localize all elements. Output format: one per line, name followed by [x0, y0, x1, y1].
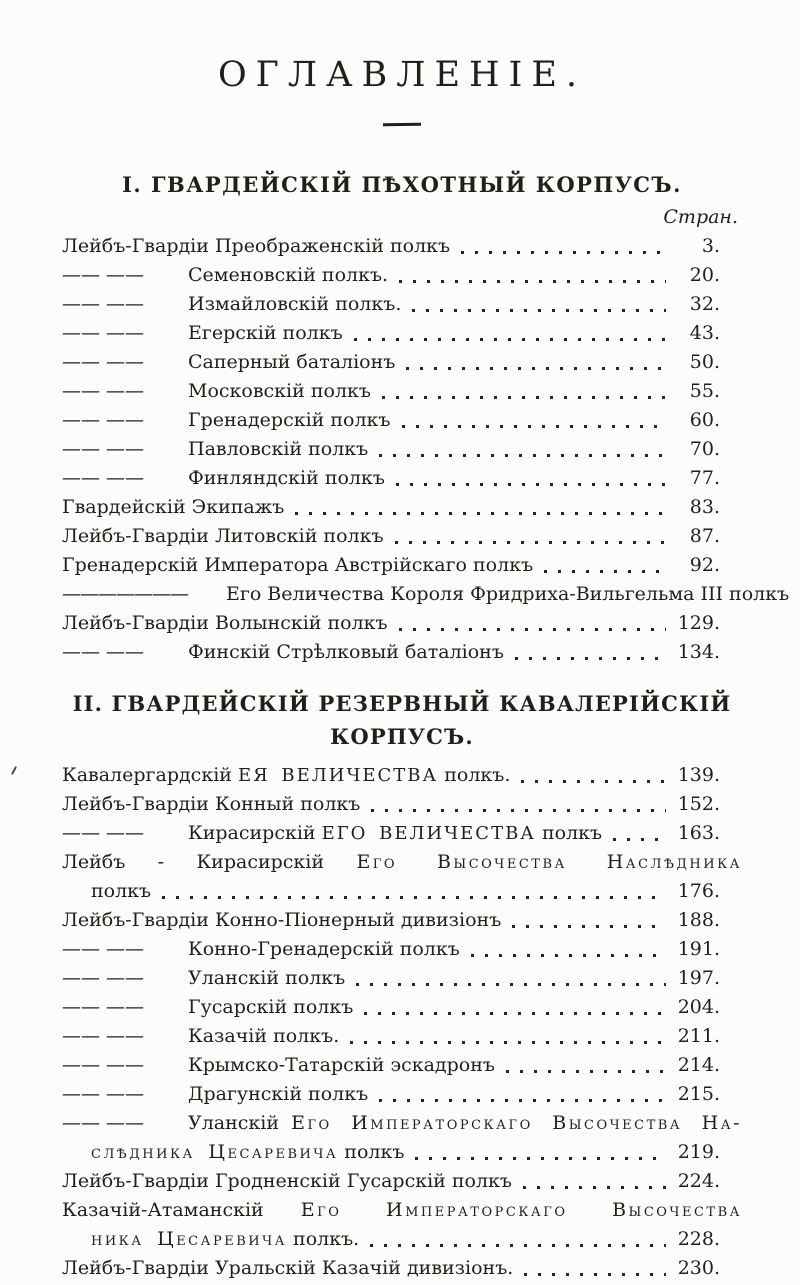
page-number: 129.: [677, 612, 720, 634]
entry-text: Казачій полкъ.: [188, 1025, 340, 1047]
page-number: 219.: [677, 1141, 720, 1163]
toc-entry: [62, 232, 742, 261]
entry-label: [188, 319, 343, 348]
dash-prefix: —— ——: [62, 1083, 145, 1105]
section2-heading-line1: ІІ. ГВАРДЕЙСКІЙ РЕЗЕРВНЫЙ КАВАЛЕРІЙСКІЙ: [72, 691, 732, 716]
toc-line: [62, 848, 742, 877]
title-divider: [383, 123, 421, 126]
entry-label: [188, 1080, 368, 1109]
toc-line: [62, 232, 742, 261]
entry-label: [62, 848, 742, 877]
toc-line: [62, 638, 742, 667]
toc-line: [62, 1196, 742, 1225]
toc-entry: [62, 906, 742, 935]
toc-line: [62, 1051, 742, 1080]
entry-text: Московскій полкъ: [188, 380, 371, 402]
page-number: 191.: [677, 938, 720, 960]
entry-text: Драгунскій полкъ: [188, 1083, 369, 1105]
entry-label: [62, 232, 450, 261]
entry-label: [62, 1167, 512, 1196]
entry-text: Гвардейскій Экипажъ: [62, 496, 285, 518]
entry-text: Казачій-Атаманскій: [62, 1199, 301, 1221]
section2-entries: [62, 761, 742, 1283]
toc-line: [62, 435, 742, 464]
entry-text: Его Величества Короля Фридриха-Вильгельма III полкъ: [226, 583, 790, 605]
toc-entry: [62, 1080, 742, 1109]
entry-label: [188, 348, 395, 377]
dot-leader: [402, 425, 666, 428]
entry-text: Кавалергардскій: [62, 764, 238, 786]
entry-text: слѣдника Цесаревича: [91, 1141, 339, 1163]
entry-label: [188, 935, 460, 964]
dash-prefix: —— ——: [62, 380, 145, 402]
entry-text: Гренадерскій Императора Австрійскаго полкъ: [62, 554, 534, 576]
toc-line: [62, 406, 742, 435]
dot-leader: [379, 454, 666, 457]
entry-text: полкъ.: [287, 1228, 360, 1250]
page-number: 163.: [677, 822, 720, 844]
entry-text: полкъ: [535, 822, 603, 844]
entry-label: [188, 377, 371, 406]
dot-leader: [371, 809, 666, 812]
entry-text: Его Высочества Наслѣдника: [356, 851, 742, 873]
entry-text: Финскій Стрѣлковый баталіонъ: [188, 641, 504, 663]
entry-label: [188, 1051, 495, 1080]
toc-entry: [62, 761, 742, 790]
entry-text: Саперный баталіонъ: [188, 351, 396, 373]
toc-line: [62, 551, 742, 580]
toc-entry: [62, 1022, 742, 1051]
page-number: 43.: [689, 322, 720, 344]
dash-prefix: —— ——: [62, 967, 145, 989]
entry-text: Егерскій полкъ: [188, 322, 343, 344]
dash-prefix: —— ——: [62, 322, 145, 344]
page-number: 83.: [689, 496, 720, 518]
dot-leader: [295, 512, 666, 515]
entry-text: Лейбъ - Кирасирскій: [62, 851, 357, 873]
page-number: [795, 580, 800, 609]
page-title: ОГЛАВЛЕНІЕ.: [217, 55, 587, 95]
dot-leader: [356, 983, 666, 986]
dash-prefix: —— ——: [62, 1112, 145, 1134]
toc-line: [62, 609, 742, 638]
page-number: 139.: [677, 764, 720, 786]
page-number: 134.: [677, 641, 720, 663]
toc-line: [62, 1138, 742, 1167]
dot-leader: [521, 780, 666, 783]
toc-line: [62, 348, 742, 377]
section1-heading: І. ГВАРДЕЙСКІЙ ПѢХОТНЫЙ КОРПУСЪ.: [122, 172, 682, 197]
toc-line: [62, 790, 742, 819]
entry-label: [62, 551, 533, 580]
dash-prefix: —— ——: [62, 351, 145, 373]
toc-line: [62, 580, 790, 609]
toc-line: [62, 964, 742, 993]
section2-heading-line2: КОРПУСЪ.: [330, 724, 474, 749]
dash-prefix: —— ——: [62, 1054, 145, 1076]
toc-line: [62, 761, 742, 790]
toc-line: [62, 1167, 742, 1196]
pages-column-header: Стран.: [663, 206, 738, 228]
dot-leader: [406, 367, 666, 370]
page-number: 3.: [701, 235, 720, 257]
toc-entry: [62, 551, 742, 580]
entry-text: полкъ.: [438, 764, 511, 786]
dash-prefix: —— ——: [62, 641, 145, 663]
entry-text: ника Цесаревича: [91, 1228, 287, 1250]
toc-entry: [62, 638, 742, 667]
entry-text: Лейбъ-Гвардіи Конно-Піонерный дивизіонъ: [62, 909, 502, 931]
entry-label: [91, 1138, 404, 1167]
dot-leader: [399, 280, 666, 283]
entry-label: [62, 493, 284, 522]
toc-entry: [62, 609, 742, 638]
toc-line: [62, 1080, 742, 1109]
dash-prefix: —— ——: [62, 1025, 145, 1047]
page-number: 204.: [677, 996, 720, 1018]
entry-label: [188, 964, 345, 993]
entry-text: Его Императорскаго Высочества: [300, 1199, 742, 1221]
toc-line: [62, 493, 742, 522]
page-number: 20.: [689, 264, 720, 286]
entry-label: [62, 522, 384, 551]
dot-leader: [471, 954, 666, 957]
page-number: 188.: [677, 909, 720, 931]
section1-entries: [62, 232, 790, 667]
dot-leader: [461, 251, 666, 254]
dash-prefix: ———————: [62, 583, 188, 605]
entry-label: [62, 790, 360, 819]
entry-text: Лейбъ-Гвардіи Волынскій полкъ: [62, 612, 388, 634]
toc-entry: [62, 377, 742, 406]
entry-text: полкъ: [91, 880, 152, 902]
dot-leader: [379, 1099, 666, 1102]
page-number: 70.: [689, 438, 720, 460]
toc-entry: [62, 348, 742, 377]
toc-entry: [62, 1167, 742, 1196]
dot-leader: [524, 1273, 666, 1276]
dash-prefix: —— ——: [62, 293, 145, 315]
dot-leader: [350, 1041, 666, 1044]
page-number: 92.: [689, 554, 720, 576]
toc-line: [62, 1022, 742, 1051]
dot-leader: [523, 1186, 666, 1189]
entry-text: Уланскій полкъ: [188, 967, 346, 989]
entry-label: [62, 1254, 513, 1283]
entry-text: Конно-Гренадерскій полкъ: [188, 938, 460, 960]
entry-label: [188, 1022, 339, 1051]
entry-label: [62, 906, 501, 935]
page-number: 215.: [677, 1083, 720, 1105]
dot-leader: [544, 570, 666, 573]
page-number: 197.: [677, 967, 720, 989]
dot-leader: [613, 838, 666, 841]
page-number: 230.: [677, 1257, 720, 1279]
entry-label: [188, 261, 388, 290]
entry-label: [188, 464, 385, 493]
dash-prefix: —— ——: [62, 264, 145, 286]
dot-leader: [382, 396, 666, 399]
dot-leader: [364, 1012, 666, 1015]
toc-line: [62, 935, 742, 964]
toc-line: [62, 464, 742, 493]
page-number: 50.: [689, 351, 720, 373]
entry-text: Крымско-Татарскій эскадронъ: [188, 1054, 495, 1076]
toc-entry: [62, 261, 742, 290]
toc-entry: [62, 790, 742, 819]
toc-entry: [62, 290, 742, 319]
entry-label: [226, 580, 789, 609]
toc-entry: [62, 406, 742, 435]
toc-entry: [62, 848, 742, 906]
dash-prefix: —— ——: [62, 938, 145, 960]
entry-text: Лейбъ-Гвардіи Преображенскій полкъ: [62, 235, 451, 257]
toc-entry: [62, 1109, 742, 1167]
entry-label: [62, 761, 510, 790]
entry-text: Гусарскій полкъ: [188, 996, 354, 1018]
entry-text: Измайловскій полкъ.: [188, 293, 402, 315]
toc-entry: [62, 464, 742, 493]
dot-leader: [415, 1157, 666, 1160]
entry-text: Уланскій: [188, 1112, 292, 1134]
toc-line: [62, 290, 742, 319]
entry-text: ЕЯ ВЕЛИЧЕСТВА: [237, 765, 439, 786]
toc-entry: [62, 1254, 742, 1283]
entry-text: Семеновскій полкъ.: [188, 264, 389, 286]
dot-leader: [395, 541, 666, 544]
dash-prefix: —— ——: [62, 467, 145, 489]
page-number: 176.: [677, 880, 720, 902]
dot-leader: [370, 1244, 666, 1247]
dot-leader: [412, 309, 666, 312]
toc-entry: [62, 1196, 742, 1254]
toc-line: [62, 819, 742, 848]
entry-text: Лейбъ-Гвардіи Литовскій полкъ: [62, 525, 384, 547]
entry-label: [91, 1225, 359, 1254]
dot-leader: [515, 657, 666, 660]
dot-leader: [399, 628, 666, 631]
entry-label: [188, 638, 504, 667]
entry-text: Его Императорскаго Высочества На-: [291, 1112, 742, 1134]
dot-leader: [506, 1070, 666, 1073]
entry-label: [188, 435, 368, 464]
toc-line: [62, 906, 742, 935]
entry-label: [188, 1109, 742, 1138]
toc-line: [62, 319, 742, 348]
toc-entry: [62, 493, 742, 522]
entry-text: ЕГО ВЕЛИЧЕСТВА: [321, 823, 536, 844]
dash-prefix: —— ——: [62, 438, 145, 460]
page-number: 77.: [689, 467, 720, 489]
entry-text: Павловскій полкъ: [188, 438, 369, 460]
dot-leader: [354, 338, 666, 341]
dash-prefix: —— ——: [62, 409, 145, 431]
entry-text: Гренадерскій полкъ: [188, 409, 391, 431]
toc-entry: [62, 319, 742, 348]
toc-entry: [62, 580, 790, 609]
entry-text: Лейбъ-Гвардіи Конный полкъ: [62, 793, 361, 815]
entry-label: [188, 993, 353, 1022]
entry-label: [188, 290, 401, 319]
entry-text: Лейбъ-Гвардіи Гродненскій Гусарскій полкъ: [62, 1170, 513, 1192]
dot-leader: [396, 483, 666, 486]
entry-label: [91, 877, 151, 906]
page-number: 228.: [677, 1228, 720, 1250]
page-number: 87.: [689, 525, 720, 547]
page-number: 32.: [689, 293, 720, 315]
section2-heading: [62, 687, 742, 753]
entry-text: Лейбъ-Гвардіи Уральскій Казачій дивизіонъ.: [62, 1257, 514, 1279]
page-number: 152.: [677, 793, 720, 815]
toc-entry: [62, 935, 742, 964]
entry-text: Кирасирскій: [188, 822, 322, 844]
dot-leader: [162, 896, 666, 899]
entry-label: [62, 1196, 742, 1225]
dash-prefix: —— ——: [62, 996, 145, 1018]
entry-label: [188, 819, 602, 848]
page-number: 214.: [677, 1054, 720, 1076]
toc-entry: [62, 819, 742, 848]
page-number: 60.: [689, 409, 720, 431]
toc-entry: [62, 993, 742, 1022]
toc-entry: [62, 964, 742, 993]
toc-line: [62, 1225, 742, 1254]
toc-line: [62, 377, 742, 406]
page-number: 211.: [677, 1025, 720, 1047]
toc-line: [62, 1109, 742, 1138]
dash-prefix: —— ——: [62, 822, 145, 844]
toc-line: [62, 877, 742, 906]
toc-entry: [62, 435, 742, 464]
page-number: 224.: [677, 1170, 720, 1192]
toc-line: [62, 1254, 742, 1283]
dot-leader: [512, 925, 666, 928]
entry-label: [188, 406, 391, 435]
entry-text: полкъ: [338, 1141, 405, 1163]
toc-entry: [62, 1051, 742, 1080]
entry-text: Финляндскій полкъ: [188, 467, 385, 489]
page-number: 55.: [689, 380, 720, 402]
entry-label: [62, 609, 388, 638]
toc-entry: [62, 522, 742, 551]
toc-line: [62, 522, 742, 551]
toc-line: [62, 993, 742, 1022]
toc-line: [62, 261, 742, 290]
